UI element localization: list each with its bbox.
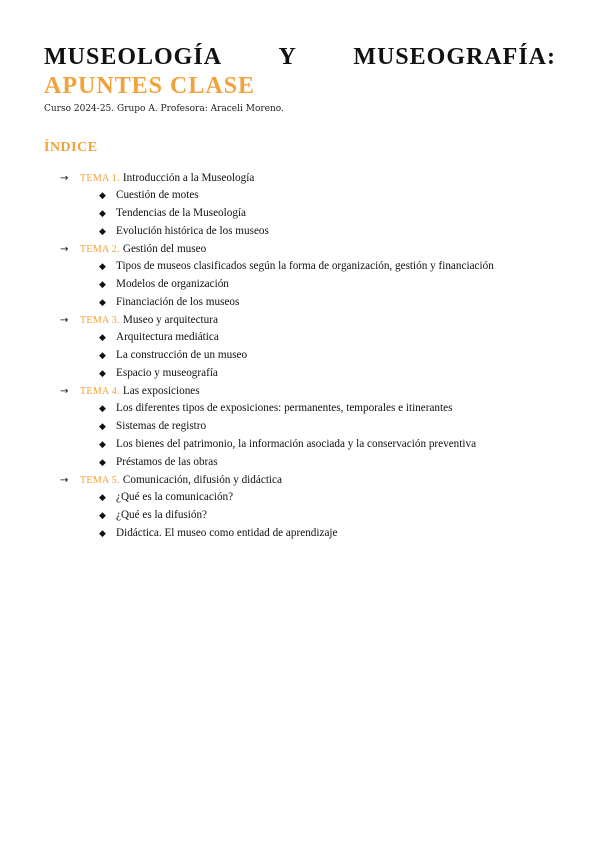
toc-subitem-label: Arquitectura mediática — [116, 331, 219, 343]
toc-subitems — [44, 187, 556, 241]
arrow-right-icon: → — [60, 475, 69, 486]
toc-subitems — [44, 258, 556, 312]
toc-subitems — [44, 400, 556, 472]
toc-subitems — [44, 489, 556, 543]
diamond-bullet-icon: ◆ — [99, 262, 106, 272]
toc-tema-row[interactable] — [44, 312, 556, 329]
tema-number: TEMA 5. — [80, 475, 120, 486]
toc-section — [44, 312, 556, 383]
tema-title: Las exposiciones — [122, 385, 200, 397]
diamond-bullet-icon: ◆ — [99, 209, 106, 219]
toc-subitem[interactable] — [44, 258, 556, 276]
toc-subitem-label: Didáctica. El museo como entidad de aprendizaje — [116, 527, 338, 539]
toc-section — [44, 383, 556, 472]
diamond-bullet-icon: ◆ — [99, 369, 106, 379]
document-title — [44, 44, 556, 70]
tema-title: Museo y arquitectura — [122, 314, 218, 326]
diamond-bullet-icon: ◆ — [99, 458, 106, 468]
toc-subitem-label: Tipos de museos clasificados según la forma de organización, gestión y financiación — [116, 260, 494, 272]
document-page — [44, 44, 556, 543]
title-word: MUSEOGRAFÍA: — [353, 44, 556, 70]
arrow-right-icon: → — [60, 173, 69, 184]
document-subtitle: APUNTES CLASE — [44, 73, 256, 99]
toc-subitem[interactable] — [44, 436, 556, 454]
diamond-bullet-icon: ◆ — [99, 351, 106, 361]
toc-section — [44, 472, 556, 543]
tema-title: Comunicación, difusión y didáctica — [122, 474, 282, 486]
diamond-bullet-icon: ◆ — [99, 440, 106, 450]
tema-number: TEMA 1. — [80, 173, 120, 184]
toc-subitem[interactable] — [44, 347, 556, 365]
toc-subitem[interactable] — [44, 205, 556, 223]
table-of-contents — [44, 170, 556, 543]
toc-subitem[interactable] — [44, 507, 556, 525]
toc-subitem[interactable] — [44, 400, 556, 418]
diamond-bullet-icon: ◆ — [99, 333, 106, 343]
toc-subitem-label: Financiación de los museos — [116, 296, 240, 308]
diamond-bullet-icon: ◆ — [99, 298, 106, 308]
toc-subitem[interactable] — [44, 418, 556, 436]
arrow-right-icon: → — [60, 315, 69, 326]
diamond-bullet-icon: ◆ — [99, 511, 106, 521]
toc-section — [44, 170, 556, 241]
arrow-right-icon: → — [60, 244, 69, 255]
tema-title: Introducción a la Museología — [122, 172, 255, 184]
toc-subitem-label: Los bienes del patrimonio, la información asociada y la conservación preventiva — [116, 438, 477, 450]
title-word: MUSEOLOGÍA — [44, 44, 223, 70]
arrow-right-icon: → — [60, 386, 69, 397]
course-info: Curso 2024-25. Grupo A. Profesora: Araceli Moreno. — [44, 104, 284, 114]
toc-tema-row[interactable] — [44, 241, 556, 258]
diamond-bullet-icon: ◆ — [99, 191, 106, 201]
diamond-bullet-icon: ◆ — [99, 529, 106, 539]
toc-section — [44, 241, 556, 312]
toc-subitem[interactable] — [44, 525, 556, 543]
toc-subitem[interactable] — [44, 365, 556, 383]
title-word: Y — [278, 44, 297, 70]
toc-tema-row[interactable] — [44, 170, 556, 187]
toc-subitem[interactable] — [44, 187, 556, 205]
diamond-bullet-icon: ◆ — [99, 422, 106, 432]
toc-subitems — [44, 329, 556, 383]
toc-subitem[interactable] — [44, 276, 556, 294]
toc-subitem-label: Evolución histórica de los museos — [116, 225, 269, 237]
toc-subitem[interactable] — [44, 489, 556, 507]
tema-title: Gestión del museo — [122, 243, 207, 255]
toc-subitem-label: Los diferentes tipos de exposiciones: permanentes, temporales e itinerantes — [116, 402, 453, 414]
toc-tema-row[interactable] — [44, 383, 556, 400]
toc-subitem-label: ¿Qué es la comunicación? — [116, 491, 234, 503]
toc-subitem[interactable] — [44, 329, 556, 347]
index-heading: ÍNDICE — [44, 140, 98, 155]
toc-subitem-label: Modelos de organización — [116, 278, 229, 290]
toc-subitem[interactable] — [44, 294, 556, 312]
tema-number: TEMA 4. — [80, 386, 120, 397]
tema-number: TEMA 2. — [80, 244, 120, 255]
toc-subitem-label: ¿Qué es la difusión? — [116, 509, 208, 521]
tema-number: TEMA 3. — [80, 315, 120, 326]
diamond-bullet-icon: ◆ — [99, 404, 106, 414]
diamond-bullet-icon: ◆ — [99, 227, 106, 237]
toc-subitem-label: Préstamos de las obras — [116, 456, 218, 468]
toc-tema-row[interactable] — [44, 472, 556, 489]
toc-subitem[interactable] — [44, 454, 556, 472]
toc-subitem-label: Tendencias de la Museología — [116, 207, 247, 219]
toc-subitem-label: La construcción de un museo — [116, 349, 248, 361]
toc-subitem-label: Cuestión de motes — [116, 189, 199, 201]
toc-subitem[interactable] — [44, 223, 556, 241]
diamond-bullet-icon: ◆ — [99, 493, 106, 503]
toc-subitem-label: Sistemas de registro — [116, 420, 207, 432]
diamond-bullet-icon: ◆ — [99, 280, 106, 290]
toc-subitem-label: Espacio y museografía — [116, 367, 218, 379]
